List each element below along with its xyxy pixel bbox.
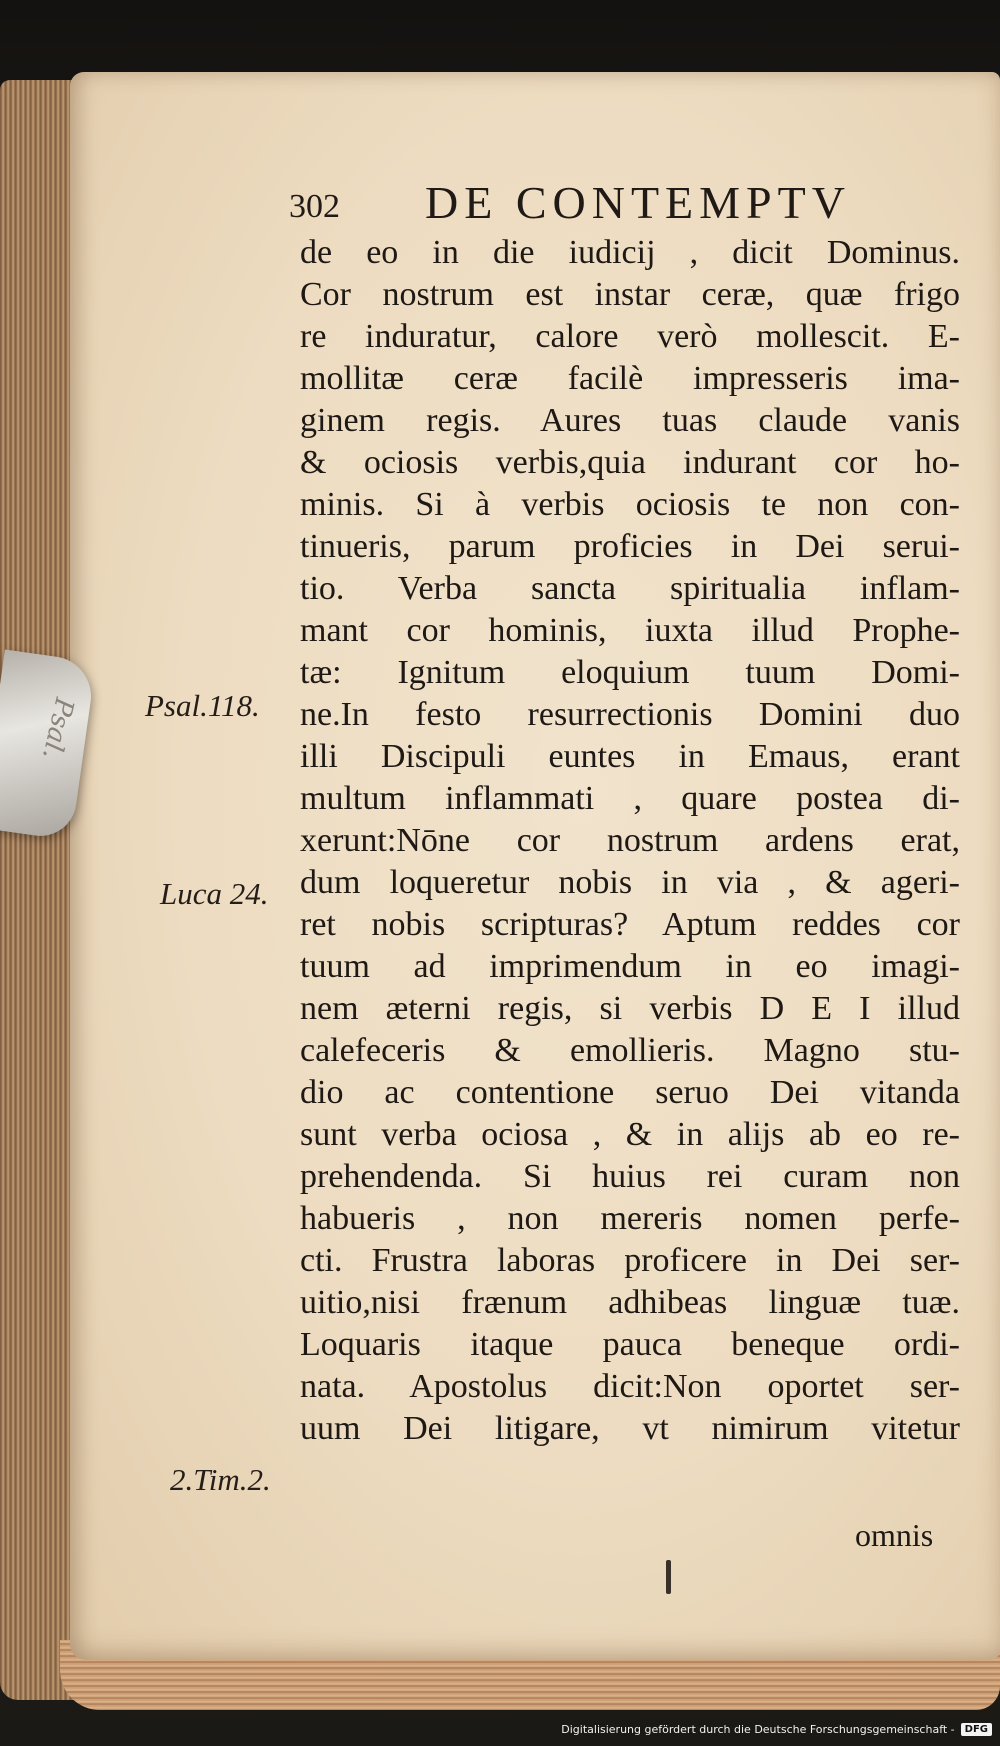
page-number: 302 xyxy=(289,188,340,225)
text-line: & ociosis verbis,quia indurant cor ho- xyxy=(300,444,960,481)
text-line: uum Dei litigare, vt nimirum vitetur xyxy=(300,1410,960,1447)
text-line: habueris , non mereris nomen perfe- xyxy=(300,1200,960,1237)
margin-note-psalm: Psal.118. xyxy=(145,688,260,723)
text-line: prehendenda. Si huius rei curam non xyxy=(300,1158,960,1195)
text-line: xerunt:Nōne cor nostrum ardens erat, xyxy=(300,822,960,859)
text-line: mant cor hominis, iuxta illud Prophe- xyxy=(300,612,960,649)
text-line: multum inflammati , quare postea di- xyxy=(300,780,960,817)
text-line: Cor nostrum est instar ceræ, quæ frigo xyxy=(300,276,960,313)
text-line: cti. Frustra laboras proficere in Dei ser- xyxy=(300,1242,960,1279)
margin-note-timothy: 2.Tim.2. xyxy=(170,1462,271,1497)
catchword: omnis xyxy=(855,1517,934,1553)
main-text xyxy=(300,232,970,1542)
dfg-logo: DFG xyxy=(961,1723,992,1736)
digitization-credit xyxy=(561,1716,992,1742)
signature-mark xyxy=(666,1560,671,1594)
bookmark-slip-text: Psal. xyxy=(35,694,80,763)
text-line: re induratur, calore verò mollescit. E- xyxy=(300,318,960,355)
credit-text: Digitalisierung gefördert durch die Deutsche Forschungsgemeinschaft - xyxy=(561,1722,955,1736)
margin-note-luke: Luca 24. xyxy=(160,876,269,911)
text-line: ne.In festo resurrectionis Domini duo xyxy=(300,696,960,733)
text-line: ret nobis scripturas? Aptum reddes cor xyxy=(300,906,960,943)
text-line: nem æterni regis, si verbis D E I illud xyxy=(300,990,960,1027)
text-line: minis. Si à verbis ociosis te non con- xyxy=(300,486,960,523)
text-line: uitio,nisi frænum adhibeas linguæ tuæ. xyxy=(300,1284,960,1321)
text-line: dum loqueretur nobis in via , & ageri- xyxy=(300,864,960,901)
text-line: mollitæ ceræ facilè impresseris ima- xyxy=(300,360,960,397)
running-head xyxy=(285,176,925,232)
text-line: tuum ad imprimendum in eo imagi- xyxy=(300,948,960,985)
text-line: illi Discipuli euntes in Emaus, erant xyxy=(300,738,960,775)
text-line: tæ: Ignitum eloquium tuum Domi- xyxy=(300,654,960,691)
text-line: sunt verba ociosa , & in alijs ab eo re- xyxy=(300,1116,960,1153)
text-line: dio ac contentione seruo Dei vitanda xyxy=(300,1074,960,1111)
text-line: nata. Apostolus dicit:Non oportet ser- xyxy=(300,1368,960,1405)
text-line: tio. Verba sancta spiritualia inflam- xyxy=(300,570,960,607)
text-line: ginem regis. Aures tuas claude vanis xyxy=(300,402,960,439)
text-line: Loquaris itaque pauca beneque ordi- xyxy=(300,1326,960,1363)
text-line: de eo in die iudicij , dicit Dominus. xyxy=(300,234,960,271)
text-line: tinueris, parum proficies in Dei serui- xyxy=(300,528,960,565)
text-line: calefeceris & emollieris. Magno stu- xyxy=(300,1032,960,1069)
running-title: DE CONTEMPTV xyxy=(425,177,851,228)
